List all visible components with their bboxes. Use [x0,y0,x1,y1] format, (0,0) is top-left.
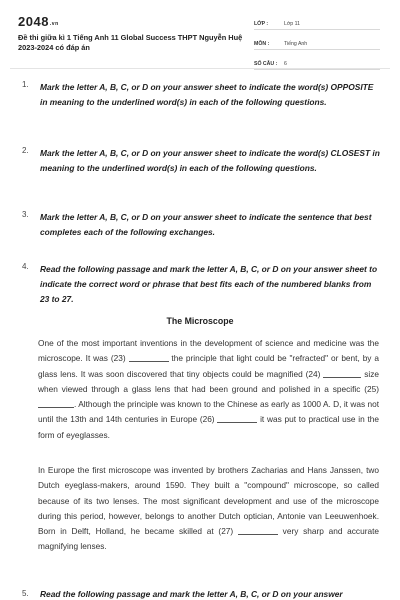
meta-class-value: Lớp 11 [284,21,300,27]
meta-class-row [254,14,380,30]
question-text: Mark the letter A, B, C, or D on your answer sheet to indicate the word(s) OPPOSITE in meaning to the underlined word(s) in each of the following questions. [40,82,374,107]
passage-text: size when viewed through a glass lens that had been ground and polished in a specific (25) [38,368,379,394]
site-logo[interactable] [18,14,59,29]
passage-paragraph-1 [38,336,379,443]
blank-27 [238,525,278,535]
meta-subject-row [254,34,380,50]
exam-meta [254,14,380,74]
question-number: 1. [22,80,29,89]
blank-25 [38,398,74,408]
passage-paragraph-2 [38,463,379,555]
blank-23 [129,352,169,362]
meta-class-key: LỚP : [254,21,269,27]
question-number: 5. [22,589,29,598]
blank-24 [323,368,361,378]
question-number: 4. [22,262,29,271]
meta-subject-value: Tiếng Anh [284,41,308,47]
question-text: Read the following passage and mark the letter A, B, C, or D on your answer [40,589,343,599]
meta-count-key: SỐ CÂU : [254,61,278,67]
logo-suffix: .vn [49,21,59,27]
logo-text: 2048 [18,14,49,29]
page-header [0,0,400,70]
header-divider [10,68,390,69]
passage-text: very sharp and accurate magnifying lenses. [38,526,379,552]
blank-26 [217,413,257,423]
passage-text: In Europe the first microscope was invented by brothers Zacharias and Hans Janssen, two Dutch eyeglass-makers, around 1590. They built a "compound" microscope, so called because of its two lenses. The most significant development and use of the microscope during this period, however, belongs to another Dutch optician, Antonie van Leeuwenhoek. Born in Delft, Holland, he became skilled at (27) [38,465,379,537]
meta-subject-key: MÔN : [254,41,270,47]
passage-text: it was put to practical use in the form of eyeglasses. [38,414,379,440]
question-number: 2. [22,146,29,155]
question-text: Mark the letter A, B, C, or D on your answer sheet to indicate the word(s) CLOSEST in meaning to the underlined word(s) in each of the following questions. [40,148,380,173]
question-text: Mark the letter A, B, C, or D on your answer sheet to indicate the sentence that best completes each of the following exchanges. [40,212,372,237]
exam-title: Đề thi giữa kì 1 Tiếng Anh 11 Global Success THPT Nguyễn Huệ 2023-2024 có đáp án [18,33,243,52]
question-text: Read the following passage and mark the letter A, B, C, or D on your answer sheet to indicate the correct word or phrase that best fits each of the numbered blanks from 23 to 27. [40,264,378,304]
passage-text: One of the most important inventions in the development of science and medicine was the microscope. It was (23) [38,338,379,364]
passage-text: the principle that light could be "refracted" or bent, by a glass lens. It was soon discovered that tiny objects could be magnified (24) [38,353,379,379]
passage-title: The Microscope [166,316,234,326]
passage-text: . Although the principle was known to the Chinese as early as 1000 A. D, it was not until the 13th and 14th centuries in Europe (26) [38,399,379,425]
meta-count-value: 6 [284,61,287,67]
question-number: 3. [22,210,29,219]
